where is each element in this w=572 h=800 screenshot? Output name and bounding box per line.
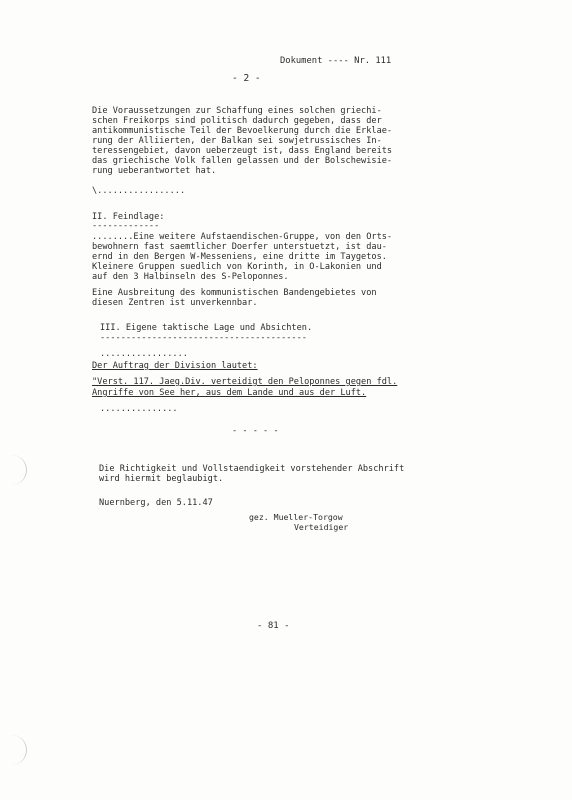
- text-line: rung der Alliierten, der Balkan sei sowjetrussisches In-: [92, 136, 382, 146]
- text-line: Die Voraussetzungen zur Schaffung eines solchen griechi-: [92, 106, 382, 116]
- document-reference: Dokument ---- Nr. 111: [280, 56, 392, 66]
- place-date: Nuernberg, den 5.11.47: [99, 498, 213, 508]
- section-heading-feindlage: II. Feindlage:: [92, 212, 165, 222]
- order-line: "Verst. 117. Jaeg.Div. verteidigt den Peloponnes gegen fdl.: [92, 377, 398, 387]
- punch-hole-mark: [0, 455, 27, 485]
- signature-name: gez. Mueller-Torgow: [249, 512, 343, 522]
- text-line: Kleinere Gruppen suedlich von Korinth, in O-Lakonien und: [92, 262, 382, 272]
- order-intro: Der Auftrag der Division lautet:: [92, 361, 258, 371]
- heading-underline: ----------------------------------------: [100, 333, 307, 343]
- page-number-bottom: - 81 -: [257, 621, 290, 631]
- text-line: antikommunistische Teil der Bevoelkerung durch die Erklae-: [92, 126, 393, 136]
- text-line: das griechische Volk fallen gelassen und der Bolschewisie-: [92, 156, 393, 166]
- omission-dots: \.................: [92, 186, 186, 196]
- text-line: Die Richtigkeit und Vollstaendigkeit vorstehender Abschrift: [99, 464, 405, 474]
- text-line: auf den 3 Halbinseln des S-Peloponnes.: [92, 272, 289, 282]
- text-line: schen Freikorps sind politisch dadurch gegeben, dass der: [92, 116, 382, 126]
- punch-hole-mark: [0, 735, 27, 765]
- omission-dots: ...............: [100, 404, 178, 414]
- text-line: bewohnern fast saemtlicher Doerfer unterstuetzt, ist dau-: [92, 242, 387, 252]
- text-line: teressengebiet, davon ueberzeugt ist, dass England bereits: [92, 146, 393, 156]
- section-heading-eigene-lage: III. Eigene taktische Lage und Absichten.: [100, 323, 313, 333]
- signature-role: Verteidiger: [294, 522, 349, 532]
- text-line: rung ueberantwortet hat.: [92, 166, 217, 176]
- page-number-top: - 2 -: [232, 73, 261, 84]
- section-separator: - - - - -: [232, 426, 279, 436]
- text-line: wird hiermit beglaubigt.: [99, 474, 224, 484]
- text-line: Eine Ausbreitung des kommunistischen Bandengebietes von: [92, 288, 377, 298]
- heading-underline: -------------: [92, 221, 160, 231]
- text-line: ernd in den Bergen W-Messeniens, eine dritte im Taygetos.: [92, 252, 387, 262]
- order-line: Angriffe von See her, aus dem Lande und aus der Luft.: [92, 388, 367, 398]
- omission-dots: .................: [100, 349, 188, 359]
- text-line: diesen Zentren ist unverkennbar.: [92, 298, 258, 308]
- text-line: ........Eine weitere Aufstaendischen-Gruppe, von den Orts-: [92, 232, 393, 242]
